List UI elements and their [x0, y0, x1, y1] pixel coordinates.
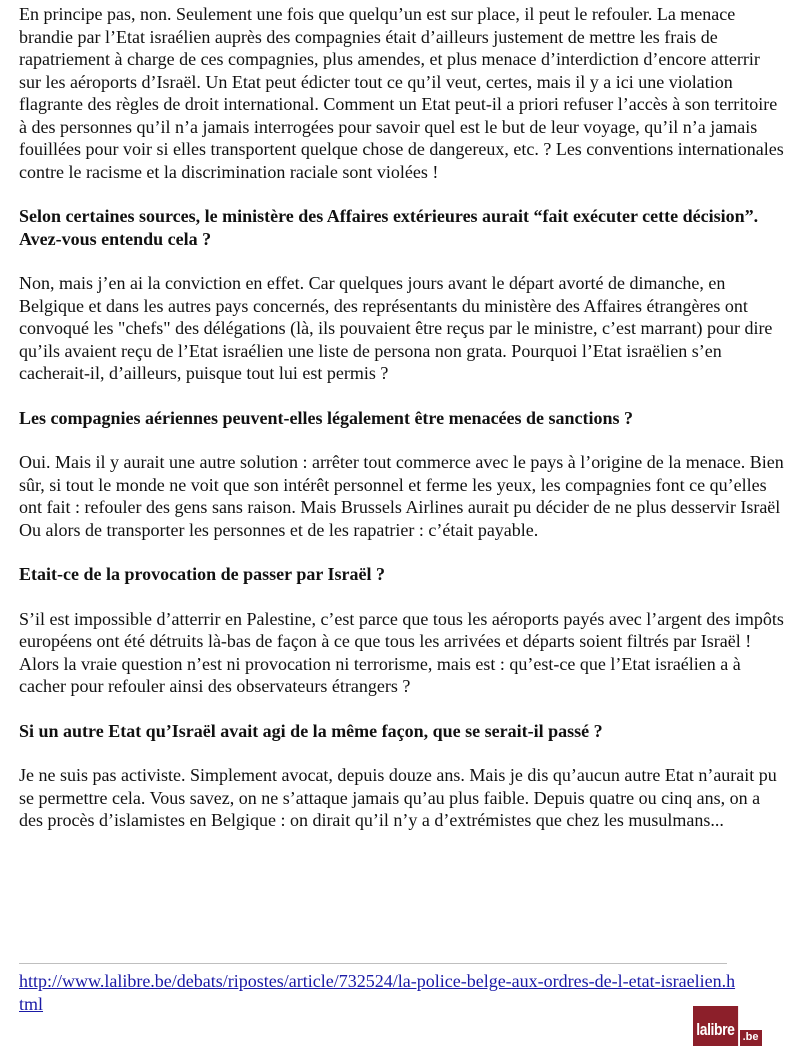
answer-paragraph: En principe pas, non. Seulement une fois que quelqu’un est sur place, il peut le refouler. La menace brandie par l’Etat israélien auprès des compagnies était d’ailleurs justement de mettre les frais de rapatriement à charge de ces compagnies, plus amendes, et plus menace d’interdiction d’encore atterrir sur les aéroports d’Israël. Un Etat peut édicter tout ce qu’il veut, certes, mais il y a ici une violation flagrante des règles de droit international. Comment un Etat peut-il a priori refuser l’accès à son territoire à des personnes qu’il n’a jamais interrogées pour savoir quel est le but de leur voyage, qu’il n’a jamais fouillées pour voir si elles transportent quelque chose de dangereux, etc. ? Les conventions internationales contre le racisme et la discrimination raciale sont violées !: [19, 4, 784, 182]
interview-question: Si un autre Etat qu’Israël avait agi de la même façon, que se serait-il passé ?: [19, 720, 603, 741]
lalibre-logo: [693, 1006, 762, 1046]
logo-suffix-text: .be: [740, 1030, 762, 1046]
answer-paragraph: Je ne suis pas activiste. Simplement avocat, depuis douze ans. Mais je dis qu’aucun autre Etat n’aurait pu se permettre cela. Vous savez, on ne s’attaque jamais qu’au plus faible. Depuis quatre ou cinq ans, on a des procès d’islamistes en Belgique : on dirait qu’il n’y a d’extrémistes que chez les musulmans...: [19, 765, 777, 830]
answer-paragraph: Non, mais j’en ai la conviction en effet. Car quelques jours avant le départ avorté de dimanche, en Belgique et dans les autres pays concernés, des représentants du ministère des Affaires étrangères ont convoqué les "chefs" des délégations (là, ils pouvaient être reçus par le ministre, c’est marrant) pour dire qu’ils avaient reçu de l’Etat israélien une liste de persona non grata. Pourquoi l’Etat israëlien s’en cacherait-il, d’ailleurs, puisque tout lui est permis ?: [19, 273, 773, 383]
interview-question: Selon certaines sources, le ministère des Affaires extérieures aurait “fait exécuter cette décision”. Avez-vous entendu cela ?: [19, 206, 759, 249]
logo-main-text: lalibre: [693, 1006, 738, 1046]
footer-divider: [19, 963, 727, 964]
article-body: [19, 3, 785, 854]
source-url-link[interactable]: http://www.lalibre.be/debats/ripostes/article/732524/la-police-belge-aux-ordres-de-l-etat-israelien.html: [19, 971, 736, 1014]
answer-paragraph: Oui. Mais il y aurait une autre solution : arrêter tout commerce avec le pays à l’origine de la menace. Bien sûr, si tout le monde ne voit que son intérêt personnel et ferme les yeux, les compagnies font ce qu’elles ont fait : refouler des gens sans raison. Mais Brussels Airlines aurait pu décider de ne plus desservir Israël Ou alors de transporter les personnes et de les rapatrier : c’était payable.: [19, 452, 784, 540]
interview-question: Etait-ce de la provocation de passer par Israël ?: [19, 564, 385, 584]
interview-question: Les compagnies aériennes peuvent-elles légalement être menacées de sanctions ?: [19, 407, 634, 428]
answer-paragraph: S’il est impossible d’atterrir en Palestine, c’est parce que tous les aéroports payés avec l’argent des impôts européens ont été détruits là-bas de façon à ce que tous les arrivées et départs soient filtrés par Israël ! Alors la vraie question n’est ni provocation ni terrorisme, mais est : qu’est-ce que l’Etat israélien a à cacher pour refouler ainsi des observateurs étrangers ?: [19, 608, 784, 696]
